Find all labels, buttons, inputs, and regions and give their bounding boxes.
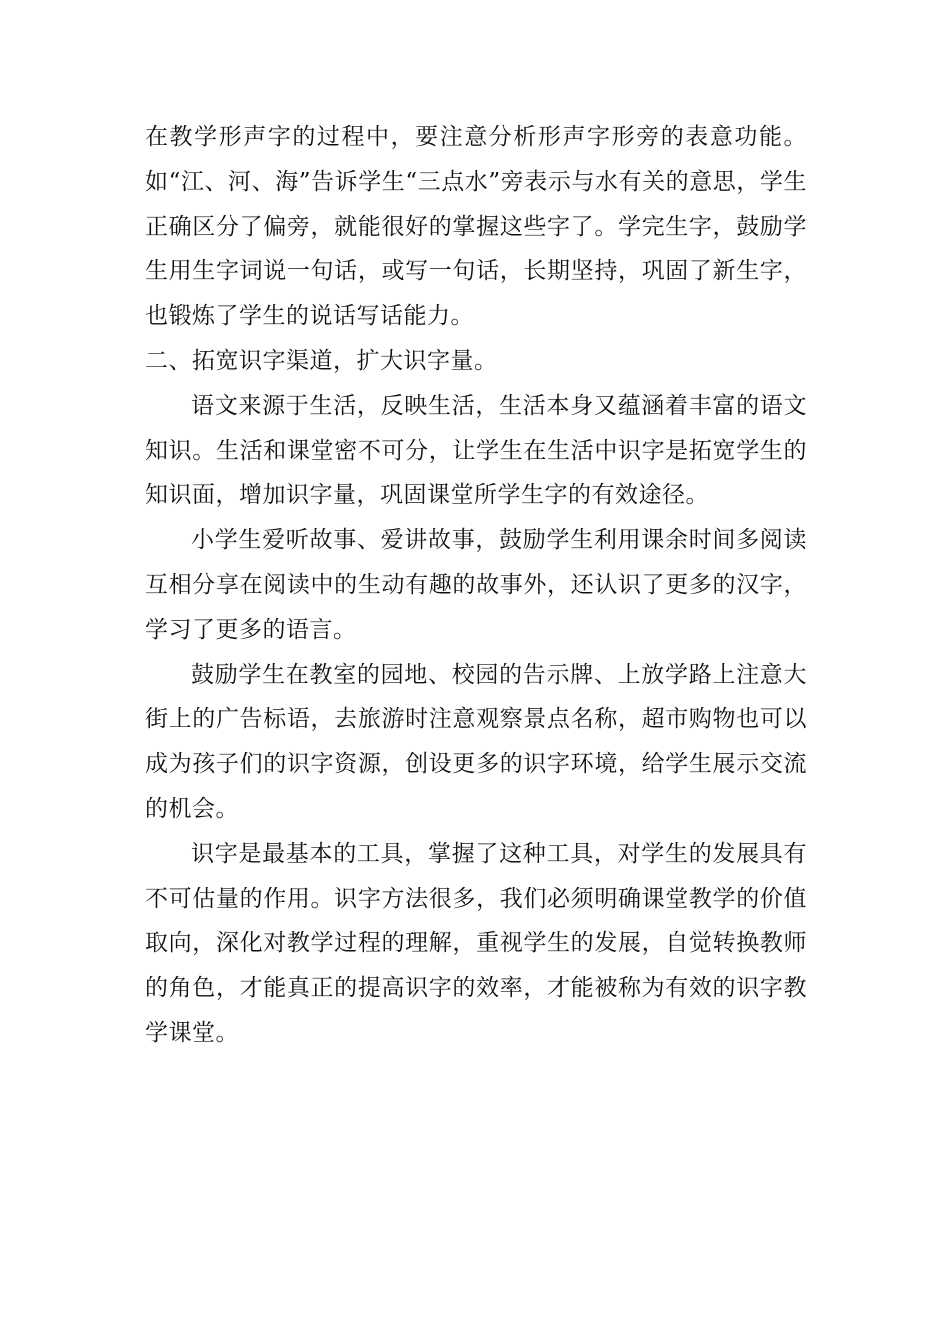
- paragraph-2: 语文来源于生活，反映生活，生活本身又蕴涵着丰富的语文知识。生活和课堂密不可分，让学生在生活中识字是拓宽学生的知识面，增加识字量，巩固课堂所学生字的有效途径。: [145, 392, 807, 509]
- paragraph-1: 在教学形声字的过程中，要注意分析形声字形旁的表意功能。如“江、河、海”告诉学生“三点水”旁表示与水有关的意思，学生正确区分了偏旁，就能很好的掌握这些字了。学完生字，鼓励学生用生字词说一句话，或写一句话，长期坚持，巩固了新生字，也锻炼了学生的说话写话能力。: [145, 124, 807, 330]
- paragraph-3: 小学生爱听故事、爱讲故事，鼓励学生利用课余时间多阅读互相分享在阅读中的生动有趣的故事外，还认识了更多的汉字，学习了更多的语言。: [145, 527, 807, 643]
- paragraph-4: 鼓励学生在教室的园地、校园的告示牌、上放学路上注意大街上的广告标语，去旅游时注意观察景点名称，超市购物也可以成为孩子们的识字资源，创设更多的识字环境，给学生展示交流的机会。: [145, 661, 807, 822]
- paragraph-5: 识字是最基本的工具，掌握了这种工具，对学生的发展具有不可估量的作用。识字方法很多，我们必须明确课堂教学的价值取向，深化对教学过程的理解，重视学生的发展，自觉转换教师的角色，才能真正的提高识字的效率，才能被称为有效的识字教学课堂。: [145, 840, 807, 1046]
- section-heading-2: 二、拓宽识字渠道，扩大识字量。: [145, 347, 498, 374]
- document-page: [145, 115, 807, 1056]
